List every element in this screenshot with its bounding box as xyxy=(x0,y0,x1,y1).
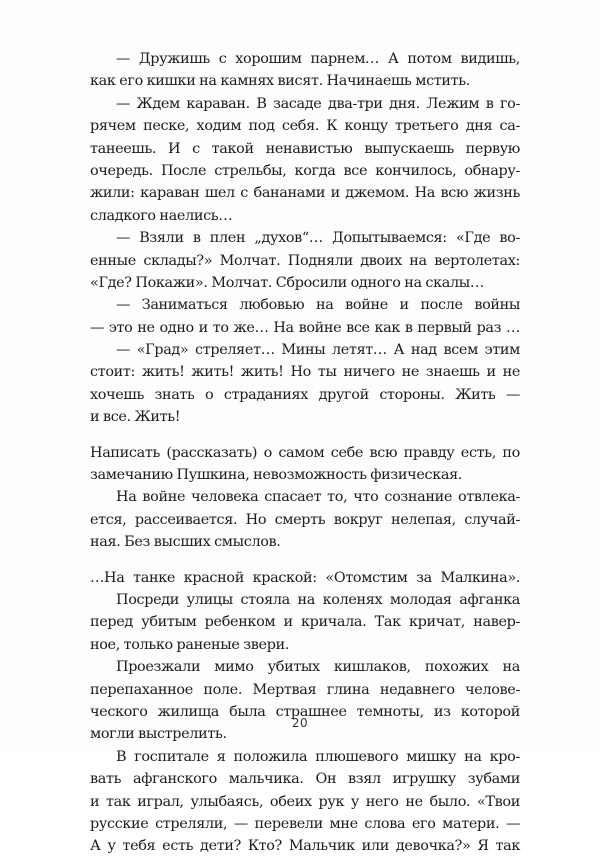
text-line: «Где? Покажи». Молчат. Сбросили одного на скалы… xyxy=(90,274,484,291)
text-line: енные склады?» Молчат. Подняли двоих на вертолетах: xyxy=(90,252,520,269)
text-line: — «Град» стреляет… Мины летят… А над всем этим xyxy=(116,342,520,359)
text-section xyxy=(90,567,520,858)
text-line: …На танке красной краской: «Отомстим за Малкина». xyxy=(90,569,520,586)
text-line: В госпитале я положила плюшевого мишку на кро- xyxy=(116,748,520,765)
text-line: и так играл, улыбаясь, обеих рук у него не было. «Твои xyxy=(90,793,520,810)
text-line: могли выстрелить. xyxy=(90,726,227,743)
page-number: 20 xyxy=(291,716,309,730)
text-line: ческого жилища была страшнее темноты, из которой xyxy=(90,703,520,720)
text-section xyxy=(90,442,520,554)
text-line: А у тебя есть дети? Кто? Мальчик или девочка?» Я так xyxy=(90,838,520,855)
text-line: — это не одно и то же… На войне все как в первый раз … xyxy=(90,319,520,336)
text-line: ное, только раненые звери. xyxy=(90,636,290,653)
text-line: ная. Без высших смыслов. xyxy=(90,534,281,551)
text-line: танеешь. И с такой ненавистью выпускаешь первую xyxy=(90,140,520,157)
text-line: замечанию Пушкина, невозможность физическая. xyxy=(90,467,463,484)
text-line: Написать (рассказать) о самом себе всю правду есть, по xyxy=(90,444,520,461)
text-line: вать афганского мальчика. Он взял игрушку зубами xyxy=(90,771,520,788)
text-line: стоит: жить! жить! жить! Но ты ничего не знаешь и не xyxy=(90,364,520,381)
text-line: хочешь знать о страданиях другой стороны. Жить — xyxy=(90,386,520,403)
text-line: — Взяли в плен „духов“… Допытываемся: «Где во- xyxy=(116,230,520,247)
text-line: — Ждем караван. В засаде два-три дня. Лежим в го- xyxy=(116,95,520,112)
text-line: — Дружишь с хорошим парнем… А потом видишь, xyxy=(116,51,520,67)
page-text-body xyxy=(90,48,520,858)
section-gap xyxy=(90,554,520,567)
text-line: сладкого наелись… xyxy=(90,207,233,224)
section-gap xyxy=(90,429,520,442)
text-line: перепаханное поле. Мертвая глина недавнего челове- xyxy=(90,681,520,698)
text-line: ется, рассеивается. Но смерть вокруг нелепая, случай- xyxy=(90,511,520,528)
text-line: перед убитым ребенком и кричала. Так кричат, навер- xyxy=(90,614,520,631)
text-line: очередь. После стрельбы, когда все кончилось, обнару- xyxy=(90,162,520,179)
text-line: Проезжали мимо убитых кишлаков, похожих на xyxy=(116,659,520,676)
text-line: Посреди улицы стояла на коленях молодая афганка xyxy=(116,591,520,608)
text-line: и все. Жить! xyxy=(90,409,181,426)
text-line: как его кишки на камнях висят. Начинаешь мстить. xyxy=(90,73,470,90)
text-line: русские стреляли, — перевели мне слова его матери. — xyxy=(90,815,520,832)
text-line: жили: караван шел с бананами и джемом. На всю жизнь xyxy=(90,185,520,202)
text-line: рячем песке, ходим под себя. К концу третьего дня са- xyxy=(90,118,520,135)
text-section xyxy=(90,48,520,429)
text-line: — Заниматься любовью на войне и после войны xyxy=(116,297,520,314)
text-line: На войне человека спасает то, что сознание отвлека- xyxy=(116,489,520,506)
